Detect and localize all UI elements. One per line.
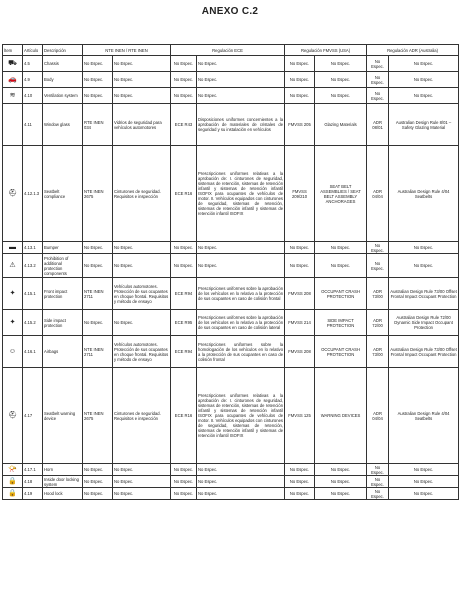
header-article: Artículo bbox=[23, 45, 43, 56]
ece-desc-cell: No Espec. bbox=[197, 242, 285, 254]
fmvss-desc-cell: No Espec. bbox=[315, 464, 367, 476]
regulation-table bbox=[2, 44, 459, 500]
description-cell: Window glass bbox=[43, 104, 83, 146]
inen-desc-cell: Vehículos automotores. Protección de sus ocupantes en choque frontal. Requisitos y método de ensayo bbox=[113, 336, 171, 368]
adr-desc-cell: No Espec. bbox=[389, 88, 459, 104]
inen-desc-cell: No Espec. bbox=[113, 242, 171, 254]
inen-desc-cell: No Espec. bbox=[113, 88, 171, 104]
adr-desc-cell: No Espec. bbox=[389, 488, 459, 500]
ventilation-icon bbox=[3, 88, 23, 104]
article-cell: 4.18 bbox=[23, 476, 43, 488]
adr-code-cell: ADR 04/04 bbox=[367, 368, 389, 464]
table-row bbox=[3, 72, 459, 88]
description-cell: Prohibition of additional protection components bbox=[43, 254, 83, 278]
fmvss-code-cell: No Espec. bbox=[285, 464, 315, 476]
description-cell: Airbags bbox=[43, 336, 83, 368]
inen-code-cell: No Espec. bbox=[83, 242, 113, 254]
ece-code-cell: No Espec. bbox=[171, 56, 197, 72]
ece-desc-cell: No Espec. bbox=[197, 72, 285, 88]
ece-code-cell: No Espec. bbox=[171, 488, 197, 500]
page-title: ANEXO C.2 bbox=[201, 6, 259, 17]
ece-code-cell: No Espec. bbox=[171, 88, 197, 104]
ece-code-cell: ECE R16 bbox=[171, 368, 197, 464]
adr-code-cell: No Espec. bbox=[367, 254, 389, 278]
ece-code-cell: ECE R94 bbox=[171, 278, 197, 310]
ece-code-cell: No Espec. bbox=[171, 464, 197, 476]
inen-desc-cell: No Espec. bbox=[113, 72, 171, 88]
inen-code-cell: NTE INEN 2711 bbox=[83, 336, 113, 368]
fmvss-code-cell: No Espec. bbox=[285, 56, 315, 72]
table-row bbox=[3, 104, 459, 146]
ece-desc-cell: Prescripciones uniformes relativas a la aprobación de: I. cinturones de seguridad, sistemas de retención, sistemas de retención infantil y sistemas de retención infantil ISOFIX para ocupantes de vehículos de motor. II. Vehículos equipados con cinturones de seguridad, sistemas de retención, sistemas de retención infantil y sistemas de retención infantil ISOFIX bbox=[197, 146, 285, 242]
table-row bbox=[3, 310, 459, 336]
adr-code-cell: No Espec. bbox=[367, 476, 389, 488]
hood-lock-icon: 🔒 bbox=[8, 490, 17, 497]
article-cell: 4.9 bbox=[23, 72, 43, 88]
description-cell: Horn bbox=[43, 464, 83, 476]
hood-lock-icon bbox=[3, 488, 23, 500]
description-cell: Ventilation system bbox=[43, 88, 83, 104]
table-row bbox=[3, 488, 459, 500]
fmvss-code-cell: No Espec. bbox=[285, 242, 315, 254]
adr-code-cell: No Espec. bbox=[367, 56, 389, 72]
inen-desc-cell: Cinturones de seguridad. Requisitos e inspección bbox=[113, 146, 171, 242]
fmvss-desc-cell: No Espec. bbox=[315, 476, 367, 488]
fmvss-desc-cell: SIDE IMPACT PROTECTION bbox=[315, 310, 367, 336]
ventilation-icon: ≋ bbox=[9, 92, 16, 99]
ece-desc-cell: Prescripciones uniformes sobre la aprobación de los vehículos en lo relativo a la protección de sus ocupantes en caso de colisión lateral bbox=[197, 310, 285, 336]
inen-desc-cell: No Espec. bbox=[113, 254, 171, 278]
ece-desc-cell: No Espec. bbox=[197, 488, 285, 500]
article-cell: 4.17 bbox=[23, 368, 43, 464]
adr-code-cell: ADR 04/04 bbox=[367, 146, 389, 242]
fmvss-desc-cell: Glazing Materials bbox=[315, 104, 367, 146]
adr-desc-cell: No Espec. bbox=[389, 464, 459, 476]
inen-code-cell: No Espec. bbox=[83, 56, 113, 72]
article-cell: 4.10 bbox=[23, 88, 43, 104]
ece-desc-cell: No Espec. bbox=[197, 464, 285, 476]
description-cell: Body bbox=[43, 72, 83, 88]
fmvss-desc-cell: No Espec. bbox=[315, 254, 367, 278]
fmvss-code-cell: No Espec. bbox=[285, 72, 315, 88]
inen-desc-cell: No Espec. bbox=[113, 56, 171, 72]
ece-code-cell: ECE R16 bbox=[171, 146, 197, 242]
ece-desc-cell: No Espec. bbox=[197, 476, 285, 488]
article-cell: 4.11 bbox=[23, 104, 43, 146]
table-row bbox=[3, 254, 459, 278]
seatbelt-icon bbox=[3, 146, 23, 242]
fmvss-desc-cell: No Espec. bbox=[315, 72, 367, 88]
description-cell: Side impact protection bbox=[43, 310, 83, 336]
seatbelt-warning-icon: ⛑ bbox=[8, 412, 17, 419]
header-fmvss: Regulación FMVSS (USA) bbox=[285, 45, 367, 56]
ece-desc-cell: Disposiciones uniformes concernientes a la aprobación de materiales de cristales de seguridad y su instalación en vehículos bbox=[197, 104, 285, 146]
table-row bbox=[3, 336, 459, 368]
horn-icon: 📯 bbox=[8, 466, 17, 473]
chassis-icon bbox=[3, 56, 23, 72]
inen-code-cell: No Espec. bbox=[83, 72, 113, 88]
fmvss-desc-cell: No Espec. bbox=[315, 242, 367, 254]
inen-desc-cell: No Espec. bbox=[113, 464, 171, 476]
front-impact-icon: ✦ bbox=[9, 290, 16, 297]
fmvss-code-cell: FMVSS 208 bbox=[285, 336, 315, 368]
table-row bbox=[3, 476, 459, 488]
adr-code-cell: No Espec. bbox=[367, 242, 389, 254]
ece-code-cell: ECE R43 bbox=[171, 104, 197, 146]
ece-code-cell: No Espec. bbox=[171, 476, 197, 488]
adr-code-cell: ADR 72/00 bbox=[367, 310, 389, 336]
fmvss-desc-cell: No Espec. bbox=[315, 56, 367, 72]
description-cell: Seatbelt warning device bbox=[43, 368, 83, 464]
adr-desc-cell: No Espec. bbox=[389, 56, 459, 72]
fmvss-desc-cell: OCCUPANT CRASH PROTECTION bbox=[315, 336, 367, 368]
adr-code-cell: ADR 73/00 bbox=[367, 278, 389, 310]
fmvss-desc-cell: WARNING DEVICES bbox=[315, 368, 367, 464]
article-cell: 4.17.1 bbox=[23, 464, 43, 476]
ece-code-cell: No Espec. bbox=[171, 72, 197, 88]
airbag-icon bbox=[3, 336, 23, 368]
header-inen: NTE INEN / RTE INEN bbox=[83, 45, 171, 56]
inen-desc-cell: No Espec. bbox=[113, 310, 171, 336]
description-cell: Bumper bbox=[43, 242, 83, 254]
ece-desc-cell: Prescripciones uniformes sobre la homologación de los vehículos en lo relativo a la protección de sus ocupantes en caso de colisión frontal bbox=[197, 336, 285, 368]
adr-desc-cell: Australian Design Rule 72/00 Dynamic Side Impact Occupant Protection bbox=[389, 310, 459, 336]
adr-code-cell: No Espec. bbox=[367, 488, 389, 500]
chassis-icon: ⛟ bbox=[8, 60, 17, 67]
header-ece: Regulación ECE bbox=[171, 45, 285, 56]
fmvss-desc-cell: No Espec. bbox=[315, 488, 367, 500]
ece-desc-cell: Prescripciones uniformes relativas a la aprobación de: I. cinturones de seguridad, sistemas de retención, sistemas de retención infantil y sistemas de retención infantil ISOFIX para ocupantes de vehículos de motor. II. Vehículos equipados con cinturones de seguridad, sistemas de retención, sistemas de retención infantil y sistemas de retención infantil ISOFIX bbox=[197, 368, 285, 464]
fmvss-code-cell: No Espec. bbox=[285, 254, 315, 278]
airbag-icon: ☺ bbox=[8, 348, 17, 355]
adr-code-cell: ADR 73/00 bbox=[367, 336, 389, 368]
ece-desc-cell: No Espec. bbox=[197, 88, 285, 104]
article-cell: 4.12.1.3 bbox=[23, 146, 43, 242]
seatbelt-icon: ⛑ bbox=[8, 190, 17, 197]
adr-desc-cell: No Espec. bbox=[389, 254, 459, 278]
fmvss-code-cell: No Espec. bbox=[285, 488, 315, 500]
body-icon bbox=[3, 72, 23, 88]
body-icon: 🚗 bbox=[8, 76, 17, 83]
adr-desc-cell: Australian Design Rule 73/00 Offset Frontal Impact Occupant Protection bbox=[389, 336, 459, 368]
table-row bbox=[3, 56, 459, 72]
inen-code-cell: No Espec. bbox=[83, 254, 113, 278]
table-body bbox=[3, 56, 459, 500]
ece-code-cell: No Espec. bbox=[171, 242, 197, 254]
adr-desc-cell: No Espec. bbox=[389, 242, 459, 254]
adr-desc-cell: Australian Design Rule 8/01 – Safety Glazing Material bbox=[389, 104, 459, 146]
inen-code-cell: No Espec. bbox=[83, 488, 113, 500]
adr-desc-cell: Australian Design Rule 73/00 Offset Frontal Impact Occupant Protection bbox=[389, 278, 459, 310]
fmvss-code-cell: FMVSS 205 bbox=[285, 104, 315, 146]
bumper-icon: ▬ bbox=[9, 244, 16, 251]
header-row bbox=[3, 45, 459, 56]
table-row bbox=[3, 146, 459, 242]
ece-code-cell: No Espec. bbox=[171, 254, 197, 278]
description-cell: Hood lock bbox=[43, 488, 83, 500]
adr-code-cell: No Espec. bbox=[367, 464, 389, 476]
protection-icon: ⚠ bbox=[9, 262, 16, 269]
fmvss-code-cell: No Espec. bbox=[285, 476, 315, 488]
fmvss-desc-cell: No Espec. bbox=[315, 88, 367, 104]
fmvss-code-cell: FMVSS 209/210 bbox=[285, 146, 315, 242]
inen-code-cell: RTE INEN 034 bbox=[83, 104, 113, 146]
article-cell: 4.13.2 bbox=[23, 254, 43, 278]
adr-code-cell: No Espec. bbox=[367, 88, 389, 104]
side-impact-icon: ✦ bbox=[9, 319, 16, 326]
article-cell: 4.19 bbox=[23, 488, 43, 500]
inen-code-cell: No Espec. bbox=[83, 88, 113, 104]
ece-desc-cell: Prescripciones uniformes sobre la aprobación de los vehículos en lo relativo a la protección de sus ocupantes en caso de colisión frontal bbox=[197, 278, 285, 310]
inen-code-cell: NTE INEN 2675 bbox=[83, 146, 113, 242]
adr-code-cell: ADR 08/01 bbox=[367, 104, 389, 146]
description-cell: Inside door locking system bbox=[43, 476, 83, 488]
table-row bbox=[3, 368, 459, 464]
article-cell: 4.13.1 bbox=[23, 242, 43, 254]
inen-code-cell: No Espec. bbox=[83, 310, 113, 336]
header-description: Descripción bbox=[43, 45, 83, 56]
ece-desc-cell: No Espec. bbox=[197, 254, 285, 278]
lock-icon: 🔒 bbox=[8, 478, 17, 485]
article-cell: 4.15.2 bbox=[23, 310, 43, 336]
fmvss-code-cell: FMVSS 208 bbox=[285, 278, 315, 310]
front-impact-icon bbox=[3, 278, 23, 310]
ece-desc-cell: No Espec. bbox=[197, 56, 285, 72]
description-cell: Seatbelt compliance bbox=[43, 146, 83, 242]
description-cell: Front impact protection bbox=[43, 278, 83, 310]
inen-code-cell: No Espec. bbox=[83, 476, 113, 488]
fmvss-code-cell: No Espec. bbox=[285, 88, 315, 104]
adr-desc-cell: No Espec. bbox=[389, 72, 459, 88]
adr-desc-cell: No Espec. bbox=[389, 476, 459, 488]
ece-code-cell: ECE R94 bbox=[171, 336, 197, 368]
table-row bbox=[3, 464, 459, 476]
ece-code-cell: ECE R95 bbox=[171, 310, 197, 336]
header-item: Ítem bbox=[3, 45, 23, 56]
description-cell: Chassis bbox=[43, 56, 83, 72]
table-row bbox=[3, 278, 459, 310]
adr-code-cell: No Espec. bbox=[367, 72, 389, 88]
seatbelt-warning-icon bbox=[3, 368, 23, 464]
inen-code-cell: No Espec. bbox=[83, 464, 113, 476]
header-adr: Regulación ADR (Australia) bbox=[367, 45, 459, 56]
article-cell: 4.15.1 bbox=[23, 278, 43, 310]
fmvss-desc-cell: SEAT BELT ASSEMBLIES / SEAT BELT ASSEMBLY ANCHORAGES bbox=[315, 146, 367, 242]
inen-desc-cell: No Espec. bbox=[113, 488, 171, 500]
table-row bbox=[3, 88, 459, 104]
lock-icon bbox=[3, 476, 23, 488]
adr-desc-cell: Australian Design Rule 4/04 Seatbelts bbox=[389, 368, 459, 464]
inen-desc-cell: No Espec. bbox=[113, 476, 171, 488]
window-glass-icon bbox=[3, 104, 23, 146]
fmvss-code-cell: FMVSS 125 bbox=[285, 368, 315, 464]
horn-icon bbox=[3, 464, 23, 476]
article-cell: 4.16.1 bbox=[23, 336, 43, 368]
adr-desc-cell: Australian Design Rule 4/04 Seatbelts bbox=[389, 146, 459, 242]
side-impact-icon bbox=[3, 310, 23, 336]
article-cell: 4.5 bbox=[23, 56, 43, 72]
protection-icon bbox=[3, 254, 23, 278]
inen-code-cell: NTE INEN 2675 bbox=[83, 368, 113, 464]
inen-desc-cell: Cinturones de seguridad. Requisitos e inspección bbox=[113, 368, 171, 464]
fmvss-desc-cell: OCCUPANT CRASH PROTECTION bbox=[315, 278, 367, 310]
table-row bbox=[3, 242, 459, 254]
inen-desc-cell: Vidrios de seguridad para vehículos automotores bbox=[113, 104, 171, 146]
inen-code-cell: NTE INEN 2711 bbox=[83, 278, 113, 310]
bumper-icon bbox=[3, 242, 23, 254]
inen-desc-cell: Vehículos automotores. Protección de sus ocupantes en choque frontal. Requisitos y método de ensayo bbox=[113, 278, 171, 310]
fmvss-code-cell: FMVSS 214 bbox=[285, 310, 315, 336]
